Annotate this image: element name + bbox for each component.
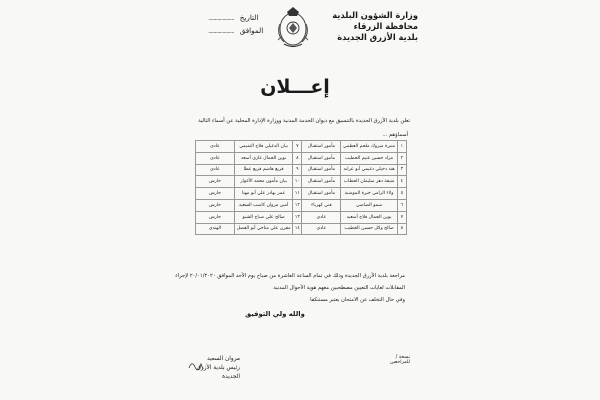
- intro-text: تعلن بلدية الأزرق الجديدة بالتنسيق مع ديوان الخدمة المدنية ووزارة الإدارة المحلية عن أسماء التالية: [198, 118, 410, 124]
- table-row: [196, 211, 407, 223]
- reference-label: الموافق: [239, 26, 264, 35]
- job-title: عادي: [196, 152, 235, 164]
- job-title: مأمور استقبال: [302, 176, 341, 188]
- employee-name: مراد حسين غنيم الخطيب: [341, 152, 397, 164]
- governorate-name: محافظة الزرقاء: [353, 21, 418, 31]
- job-title: فني كهرباء: [302, 199, 341, 211]
- table-row: [196, 176, 407, 188]
- job-title: مأمور استقبال: [302, 188, 341, 200]
- job-title: مأمور استقبال: [302, 152, 341, 164]
- signatory-title: رئيس بلدية الأزرق الجديدة: [196, 365, 240, 380]
- row-number: ١١: [293, 188, 302, 200]
- row-number: ١٢: [293, 199, 302, 211]
- signature-block: [180, 355, 240, 382]
- row-number: ١: [397, 141, 406, 153]
- table-row: [196, 223, 407, 235]
- job-title: حارس: [196, 211, 235, 223]
- employee-name: صالح وائل حسين الخطيب: [341, 223, 397, 235]
- job-title: حارس: [196, 176, 235, 188]
- table-row: [196, 164, 407, 176]
- announcement-title: إعـــلان: [260, 76, 330, 98]
- municipality-name: بلدية الأزرق الجديدة: [337, 32, 418, 42]
- row-number: ٦: [397, 199, 406, 211]
- row-number: ١٤: [293, 223, 302, 235]
- ministry-name: وزارة الشؤون البلدية: [332, 10, 418, 20]
- note-appointment: مراجعة بلدية الأزرق الجديدة وذلك في تمام الساعة العاشرة من صباح يوم الأحد الموافق ٢٠/٠١/٢٠٢٠ لإجراء: [175, 273, 405, 279]
- employee-name: هند دخيلي دغيمي أبو عرابه: [341, 164, 397, 176]
- employee-name: منيفة دهر سليمان الحطاب: [341, 176, 397, 188]
- employee-name: بوين الجمال فلاح أسعيد: [341, 211, 397, 223]
- table-row: [196, 152, 407, 164]
- job-title: عادي: [196, 141, 235, 153]
- note-absence: وفي حال التخلف عن الامتحان يعتبر مستنكفا: [310, 297, 405, 303]
- jordan-crest-icon: [270, 4, 316, 50]
- employee-name: صالح علي صباح الشبو: [234, 211, 292, 223]
- row-number: ٥: [397, 188, 406, 200]
- job-title: مأمور استقبال: [302, 164, 341, 176]
- job-title: الهندي: [196, 223, 235, 235]
- row-number: ٩: [293, 164, 302, 176]
- row-number: ٨: [397, 223, 406, 235]
- job-title: حارس: [196, 188, 235, 200]
- employee-name: سمو الضاضي: [341, 199, 397, 211]
- row-number: ٧: [397, 211, 406, 223]
- employee-name: بوين الجمال غازي أسعد: [234, 152, 292, 164]
- employee-name: منيرة مبروك ملحم العظمي: [341, 141, 397, 153]
- copy-to-note: نسخة / للمراجعين: [389, 355, 410, 365]
- employee-name: عمر بهادر علي أبو مهنا: [234, 188, 292, 200]
- row-number: ٣: [397, 164, 406, 176]
- date-reference-block: [208, 11, 276, 37]
- table-row: [196, 188, 407, 200]
- employee-name: بيان الدغيلي فلاح التميمي: [234, 141, 292, 153]
- job-title: حارس: [196, 199, 235, 211]
- employee-name: مقرن علي مناحي أبو الفضل: [234, 223, 292, 235]
- closing-line: والله ولي التوفيق: [245, 310, 305, 318]
- row-number: ١٠: [293, 176, 302, 188]
- job-title: مأمور استقبال: [302, 141, 341, 153]
- note-documents: المقابلات لغايات التعيين مصطحبين معهم هوية الأحوال المدنية: [273, 285, 405, 291]
- row-number: ١٣: [293, 211, 302, 223]
- row-number: ٤: [397, 176, 406, 188]
- job-title: عادي: [302, 223, 341, 235]
- signatory-name: مروان السعيد: [207, 356, 240, 362]
- names-table: [195, 140, 407, 235]
- row-number: ٢: [397, 152, 406, 164]
- reference-dots: ....................: [208, 26, 234, 35]
- employee-name: أمين مروان كاسب السعيد: [234, 199, 292, 211]
- table-row: [196, 141, 407, 153]
- job-title: عادي: [302, 211, 341, 223]
- date-label: التاريخ: [239, 13, 259, 22]
- employee-name: قريع هاشم قريع عطا: [234, 164, 292, 176]
- row-number: ٨: [293, 152, 302, 164]
- date-dots: ....................: [208, 13, 234, 22]
- row-number: ٧: [293, 141, 302, 153]
- employee-name: بيان مأمون محمد الأغوار: [234, 176, 292, 188]
- organization-header: [298, 10, 418, 43]
- sub-heading: أسماؤهم ...: [382, 132, 408, 138]
- employee-name: ولاء الرامي خيرة المومنية: [341, 188, 397, 200]
- job-title: عادي: [196, 164, 235, 176]
- table-row: [196, 199, 407, 211]
